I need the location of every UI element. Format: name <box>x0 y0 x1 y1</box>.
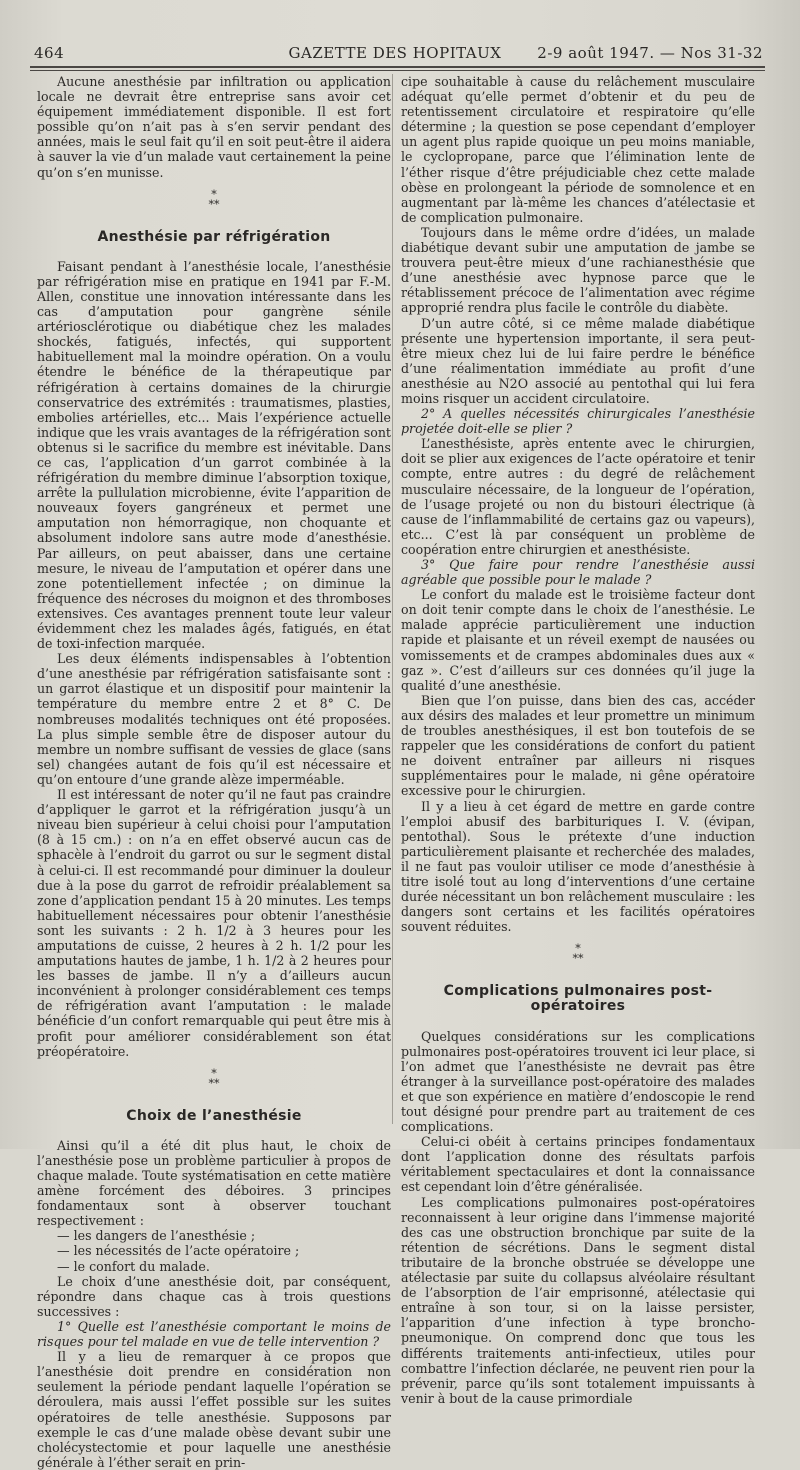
paragraph: Les deux éléments indispensables à l’obtention d’une anesthésie par réfrigération satisfaisante sont : un garrot élastique et un dispositif pour maintenir la température du membre entre 2 et 8° C. De nombreuses modalités techniques ont été proposées. La plus simple semble être de disposer autour du membre un nombre suffisant de vessies de glace (sans sel) changées autant de fois qu’il est nécessaire et qu’on entoure d’une grande alèze imperméable. <box>37 651 391 787</box>
section-heading: Anesthésie par réfrigération <box>97 228 331 245</box>
issue-date: 2-9 août 1947. — Nos 31-32 <box>537 44 763 62</box>
section-separator: * ** <box>208 1066 220 1090</box>
section-heading: Complications pulmonaires post-opératoires <box>443 983 713 1015</box>
question-heading: 2° A quelles nécessités chirurgicales l’anesthésie projetée doit-elle se plier ? <box>401 406 755 437</box>
left-column <box>37 74 391 1470</box>
paragraph: Quelques considérations sur les complications pulmonaires post-opératoires trouvent ici leur place, si l’on admet que l’anesthésiste ne devrait pas être étranger à la surveillance post-opératoire des malades et que son expérience en matière d’endoscopie le rend tout désigné pour prendre part au traitement de ces complications. <box>401 1028 755 1135</box>
paragraph: Ainsi qu’il a été dit plus haut, le choix de l’anesthésie pose un problème particulier à propos de chaque malade. Toute systématisation en cette matière amène forcément des déboires. 3 principes fondamentaux sont à observer touchant respectivement : <box>37 1137 391 1229</box>
question-heading: 3° Que faire pour rendre l’anesthésie aussi agréable que possible pour le malade ? <box>401 557 755 588</box>
paragraph: Le choix d’une anesthésie doit, par conséquent, répondre dans chaque cas à trois questions successives : <box>37 1273 391 1319</box>
list-item: — les dangers de l’anesthésie ; <box>57 1228 256 1244</box>
paragraph: Le confort du malade est le troisième facteur dont on doit tenir compte dans le choix de l’anesthésie. Le malade apprécie particulièrement une induction rapide et plaisante et un réveil exempt de nausées ou vomissements et de crampes abdominales dues aux « gaz ». C’est d’ailleurs sur ces données qu’il juge la qualité d’une anesthésie. <box>401 587 755 693</box>
list-item: — les nécessités de l’acte opératoire ; <box>57 1243 300 1259</box>
page-number: 464 <box>34 44 65 62</box>
section-separator: * ** <box>208 187 220 211</box>
column-divider <box>392 74 393 1124</box>
section-separator: * ** <box>572 942 584 966</box>
paragraph: Les complications pulmonaires post-opératoires reconnaissent à leur origine dans l’immense majorité des cas une obstruction bronchique par suite de la rétention de sécrétions. Dans le segment distal tributaire de la bronche obstruée se développe une atélectasie par suite du collapsus alvéolaire résultant de l’absorption de l’air emprisonné, atélectasie qui entraîne à son tour, si on la laisse persister, l’apparition d’une infection à type broncho-pneumonique. On comprend donc que tous les différents traitements anti-infectieux, utiles pour combattre l’infection déclarée, ne peuvent rien pour la prévenir, parce qu’ils sont totalement impuissants à venir à bout de la cause primordiale <box>401 1194 755 1406</box>
paragraph: Il y a lieu à cet égard de mettre en garde contre l’emploi abusif des barbituriques I. V. (évipan, pentothal). Sous le prétexte d’une induction particulièrement plaisante et recherchée des malades, il ne faut pas vouloir utiliser ce mode d’anesthésie à titre isolé tout au long d’interventions d’une certaine durée nécessitant un bon relâchement musculaire : les dangers sont certains et les facilités opératoires souvent réduites. <box>401 798 755 935</box>
paragraph: Il y a lieu de remarquer à ce propos que l’anesthésie doit prendre en considération non seulement la période pendant laquelle l’opération se déroulera, mais aussi l’effet possible sur les suites opératoires de telle anesthésie. Supposons par exemple le cas d’une malade obèse devant subir une cholécystectomie et pour laquelle une anesthésie générale à l’éther serait en prin- <box>37 1349 391 1470</box>
paragraph: Aucune anesthésie par infiltration ou application locale ne devrait être entreprise sans avoir cet équipement immédiatement disponible. Il est fort possible qu’on n’ait pas à s’en servir pendant des années, mais le seul fait qu’il en soit peut-être il aidera à sauver la vie d’un malade vaut certainement la peine qu’on s’en munisse. <box>37 74 391 180</box>
paragraph: Toujours dans le même ordre d’idées, un malade diabétique devant subir une amputation de jambe se trouvera peut-être mieux d’une rachianesthésie que d’une anesthésie avec hypnose parce que le rétablissement précoce de l’alimentation avec régime approprié rendra plus facile le contrôle du diabète. <box>401 224 755 316</box>
list-item: — le confort du malade. <box>57 1258 210 1274</box>
paragraph: Il est intéressant de noter qu’il ne faut pas craindre d’appliquer le garrot et la réfrigération jusqu’à un niveau bien supérieur à celui choisi pour l’amputation (8 à 15 cm.) : on n’a en effet observé aucun cas de sphacèle à l’endroit du garrot ou sur le segment distal à celui-ci. Il est recommandé pour diminuer la douleur due à la pose du garrot de refroidir préalablement sa zone d’application pendant 15 à 20 minutes. Les temps habituellement nécessaires pour obtenir l’anesthésie sont les suivants : 2 h. 1/2 à 3 heures pour les amputations de cuisse, 2 heures à 2 h. 1/2 pour les amputations hautes de jambe, 1 h. 1/2 à 2 heures pour les basses de jambe. Il n’y a d’ailleurs aucun inconvénient à prolonger considérablement ces temps de réfrigération avant l’amputation : le malade bénéficie d’un confort remarquable qui peut être mis à profit pour améliorer considérablement son état préopératoire. <box>37 787 391 1059</box>
section-heading: Choix de l’anesthésie <box>126 1107 302 1124</box>
header-rule-thin <box>30 70 765 71</box>
question-heading: 1° Quelle est l’anesthésie comportant le moins de risques pour tel malade en vue de telle intervention ? <box>37 1318 391 1350</box>
journal-title: GAZETTE DES HOPITAUX <box>288 44 502 62</box>
paragraph: L’anesthésiste, après entente avec le chirurgien, doit se plier aux exigences de l’acte opératoire et tenir compte, entre autres : du degré de relâchement musculaire nécessaire, de la longueur de l’opération, de l’usage projeté ou non du bistouri électrique (à cause de l’inflammabilité de certains gaz ou vapeurs), etc... C’est là par conséquent un problème de coopération entre chirurgien et anesthésiste. <box>401 436 755 557</box>
paragraph: D’un autre côté, si ce même malade diabétique présente une hypertension importante, il sera peut-être mieux chez lui de lui faire perdre le bénéfice d’une réalimentation immédiate au profit d’une anesthésie au N2O associé au pentothal qui lui fera moins risquer un accident circulatoire. <box>401 315 755 406</box>
paragraph: cipe souhaitable à cause du relâchement musculaire adéquat qu’elle permet d’obtenir et du peu de retentissement circulatoire et respiratoire qu’elle détermine ; la question se pose cependant d’employer un agent plus rapide quoique un peu moins maniable, le cyclopropane, parce que l’élimination lente de l’éther risque d’être préjudiciable chez cette malade obèse en prolongeant la période de somnolence et en augmentant par là-même les chances d’atélectasie et de complication pulmonaire. <box>401 74 755 225</box>
page-header <box>30 40 765 66</box>
right-column <box>401 74 755 1406</box>
paragraph: Faisant pendant à l’anesthésie locale, l’anesthésie par réfrigération mise en pratique en 1941 par F.-M. Allen, constitue une innovation intéressante dans les cas d’amputation pour gangrène sénile artériosclérotique ou diabétique chez les malades shockés, fatigués, infectés, qui supportent habituellement mal la moindre opération. On a voulu étendre le bénéfice de la thérapeutique par réfrigération à certains domaines de la chirurgie conservatrice des extrémités : traumatismes, plasties, embolies artérielles, etc... Mais l’expérience actuelle indique que les vrais avantages de la réfrigération sont obtenus si le sacrifice du membre est inévitable. Dans ce cas, l’application d’un garrot combinée à la réfrigération du membre diminue l’absorption toxique, arrête la pullulation microbienne, évite l’apparition de nouveaux foyers gangréneux et permet une amputation non hémorragique, non choquante et absolument indolore sans autre mode d’anesthésie. Par ailleurs, on peut abaisser, dans une certaine mesure, le niveau de l’amputation et opérer dans une zone potentiellement infectée ; on diminue la fréquence des nécroses du moignon et des thromboses extensives. Ces avantages prennent toute leur valeur évidemment chez les malades âgés, fatigués, en état de toxi-infection marquée. <box>37 258 391 652</box>
paragraph: Bien que l’on puisse, dans bien des cas, accéder aux désirs des malades et leur promettre un minimum de troubles anesthésiques, il est bon toutefois de se rappeler que les considérations de confort du patient ne doivent entraîner par ailleurs ni risques supplémentaires pour le malade, ni gêne opératoire excessive pour le chirurgien. <box>401 692 755 799</box>
paragraph: Celui-ci obéit à certains principes fondamentaux dont l’application donne des résultats parfois véritablement spectaculaires et dont la connaissance est cependant loin d’être généralisée. <box>401 1134 755 1195</box>
header-rule-thick <box>30 66 765 68</box>
